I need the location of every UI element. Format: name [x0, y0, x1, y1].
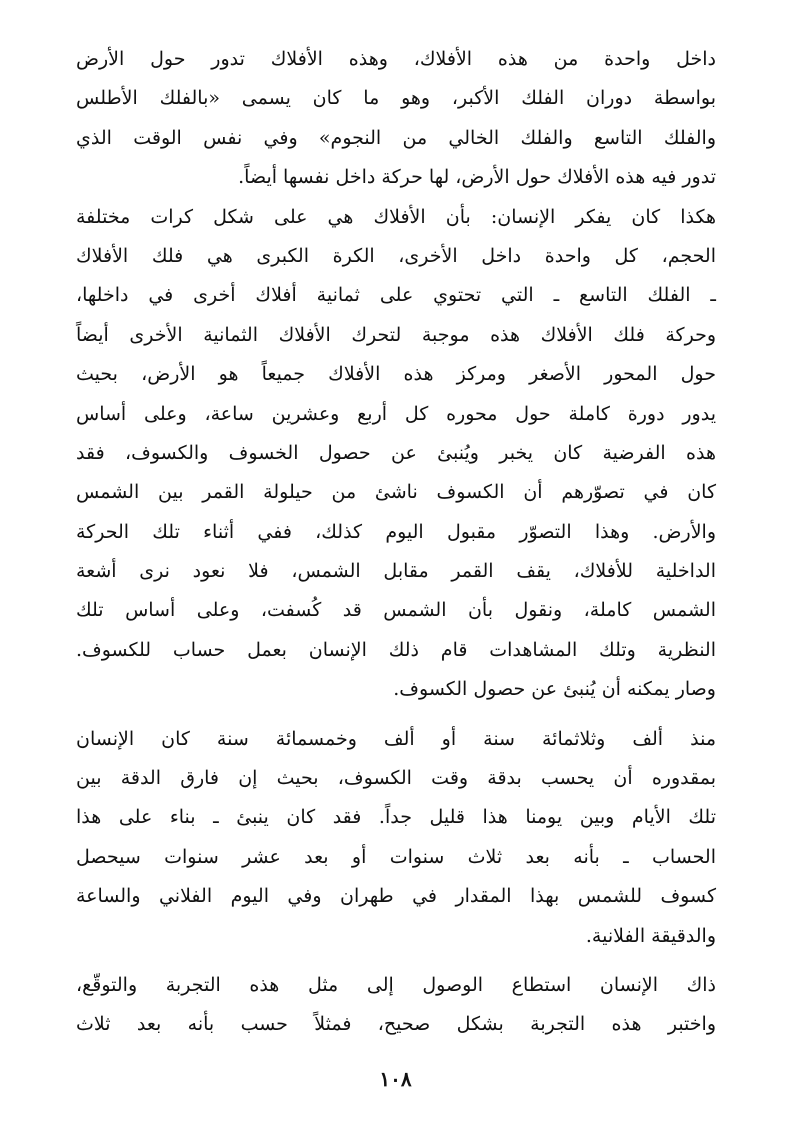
text-line: حول المحور الأصغر ومركز هذه الأفلاك جميعاً هو الأرض، بحيث [76, 363, 716, 386]
text-line: وحركة فلك الأفلاك هذه موجبة لتحرك الأفلاك الثمانية الأخرى أيضاً [76, 323, 716, 346]
text-line: يدور دورة كاملة حول محوره كل أربع وعشرين ساعة، وعلى أساس [76, 402, 716, 425]
text-line: تلك الأيام وبين يومنا هذا قليل جداً. فقد كان ينبئ ـ بناء على هذا [76, 806, 716, 829]
text-line: ذاك الإنسان استطاع الوصول إلى مثل هذه التجربة والتوقّع، [76, 973, 716, 996]
text-line: داخل واحدة من هذه الأفلاك، وهذه الأفلاك تدور حول الأرض [76, 48, 716, 70]
text-line: كان في تصوّرهم أن الكسوف ناشئ من حيلولة القمر بين الشمس [76, 481, 716, 504]
body-text [76, 40, 716, 1045]
text-line: والأرض. وهذا التصوّر مقبول اليوم كذلك، ففي أثناء تلك الحركة [76, 520, 716, 543]
paragraph-2 [76, 198, 716, 710]
text-line: النظرية وتلك المشاهدات قام ذلك الإنسان بعمل حساب للكسوف. [76, 638, 716, 661]
text-line: الداخلية للأفلاك، يقف القمر مقابل الشمس، فلا نعود نرى أشعة [76, 560, 716, 583]
text-line: وصار يمكنه أن يُنبئ عن حصول الكسوف. [393, 678, 716, 701]
paragraph-4 [76, 966, 716, 1045]
text-line: بواسطة دوران الفلك الأكبر، وهو ما كان يسمى «بالفلك الأطلس [76, 87, 716, 110]
paragraph-spacer [76, 710, 716, 720]
text-line: تدور فيه هذه الأفلاك حول الأرض، لها حركة داخل نفسها أيضاً. [238, 166, 716, 189]
text-line: ـ الفلك التاسع ـ التي تحتوي على ثمانية أفلاك أخرى في داخلها، [76, 284, 716, 307]
paragraph-spacer [76, 956, 716, 966]
text-line: الشمس كاملة، ونقول بأن الشمس قد كُسفت، وعلى أساس تلك [76, 599, 716, 622]
page-number: ١٠٨ [379, 1067, 412, 1091]
text-line: كسوف للشمس بهذا المقدار في طهران وفي اليوم الفلاني والساعة [76, 885, 716, 908]
text-line: هكذا كان يفكر الإنسان: بأن الأفلاك هي على شكل كرات مختلفة [76, 205, 716, 228]
text-line: الحجم، كل واحدة داخل الأخرى، الكرة الكبرى هي فلك الأفلاك [76, 244, 716, 267]
text-line: بمقدوره أن يحسب بدقة وقت الكسوف، بحيث إن فارق الدقة بين [76, 767, 716, 790]
text-line: منذ ألف وثلاثمائة سنة أو ألف وخمسمائة سنة كان الإنسان [76, 727, 716, 750]
text-line: واختبر هذه التجربة بشكل صحيح، فمثلاً حسب بأنه بعد ثلاث [76, 1013, 716, 1036]
text-line: الحساب ـ بأنه بعد ثلاث سنوات أو بعد عشر سنوات سيحصل [76, 845, 716, 868]
text-line: والدقيقة الفلانية. [585, 924, 716, 947]
paragraph-1 [76, 40, 716, 198]
text-line: هذه الفرضية كان يخبر ويُنبئ عن حصول الخسوف والكسوف، فقد [76, 441, 716, 464]
text-line: والفلك التاسع والفلك الخالي من النجوم» وفي نفس الوقت الذي [76, 126, 716, 149]
paragraph-3 [76, 720, 716, 956]
